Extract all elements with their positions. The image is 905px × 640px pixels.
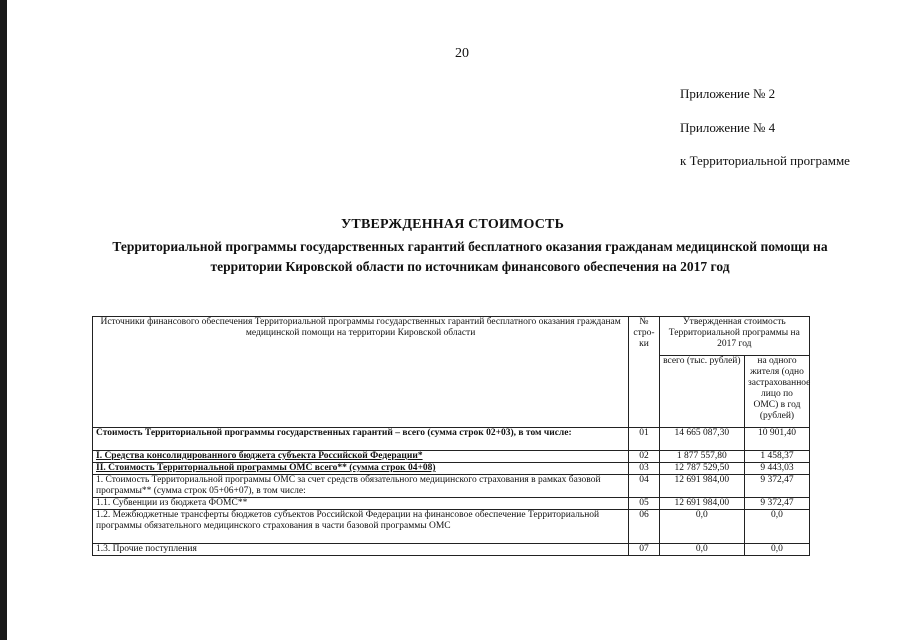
row-source: Стоимость Территориальной программы государственных гарантий – всего (сумма строк 02+03), в том числе: [93,428,629,451]
row-source: II. Стоимость Территориальной программы ОМС всего** (сумма строк 04+08) [93,463,629,475]
row-number: 05 [629,498,659,510]
document-subtitle: Территориальной программы государственных гарантий бесплатного оказания гражданам медицинской помощи на территории Кировской области по источникам финансового обеспечения на 2017 год [112,239,828,274]
row-number: 07 [629,544,659,556]
header-row-number: № стро-ки [629,317,659,428]
row-source: 1.3. Прочие поступления [93,544,629,556]
header-per-person: на одного жителя (одно застрахованное лицо по ОМС) в год (рублей) [744,356,809,428]
row-total: 12 787 529,50 [659,463,744,475]
row-per-person: 1 458,37 [744,451,809,463]
row-total: 14 665 087,30 [659,428,744,451]
row-per-person: 10 901,40 [744,428,809,451]
table-row [93,475,810,498]
header-source: Источники финансового обеспечения Территориальной программы государственных гарантий бесплатного оказания гражданам медицинской помощи на территории Кировской области [93,317,629,428]
row-total: 1 877 557,80 [659,451,744,463]
table-row [93,463,810,475]
table-row [93,451,810,463]
row-per-person: 9 372,47 [744,475,809,498]
document-title: УТВЕРЖДЕННАЯ СТОИМОСТЬ [340,217,565,232]
scan-edge-bar [0,0,7,640]
row-total: 12 691 984,00 [659,475,744,498]
table-row [93,498,810,510]
page-number: 20 [455,46,469,61]
row-number: 03 [629,463,659,475]
row-number: 02 [629,451,659,463]
appendix-line-2: Приложение № 4 [680,120,776,135]
header-approved-cost: Утвержденная стоимость Территориальной программы на 2017 год [659,317,809,356]
row-source: 1. Стоимость Территориальной программы ОМС за счет средств обязательного медицинского страхования в рамках базовой программы** (сумма строк 05+06+07), в том числе: [93,475,629,498]
row-per-person: 9 443,03 [744,463,809,475]
appendix-line-3: к Территориальной программе [680,153,850,168]
cost-table [92,316,810,556]
table-row [93,428,810,451]
row-source: 1.1. Субвенции из бюджета ФОМС** [93,498,629,510]
table-header-row [93,317,810,356]
row-total: 0,0 [659,544,744,556]
row-total: 12 691 984,00 [659,498,744,510]
row-per-person: 0,0 [744,544,809,556]
row-source: I. Средства консолидированного бюджета субъекта Российской Федерации* [93,451,629,463]
row-per-person: 0,0 [744,510,809,544]
row-number: 06 [629,510,659,544]
appendix-line-1: Приложение № 2 [680,86,776,101]
row-source: 1.2. Межбюджетные трансферты бюджетов субъектов Российской Федерации на финансовое обеспечение Территориальной программы обязательного медицинского страхования в части базовой программы ОМС [93,510,629,544]
table-row [93,510,810,544]
row-per-person: 9 372,47 [744,498,809,510]
row-number: 01 [629,428,659,451]
row-total: 0,0 [659,510,744,544]
header-total: всего (тыс. рублей) [659,356,744,428]
row-number: 04 [629,475,659,498]
table-row [93,544,810,556]
